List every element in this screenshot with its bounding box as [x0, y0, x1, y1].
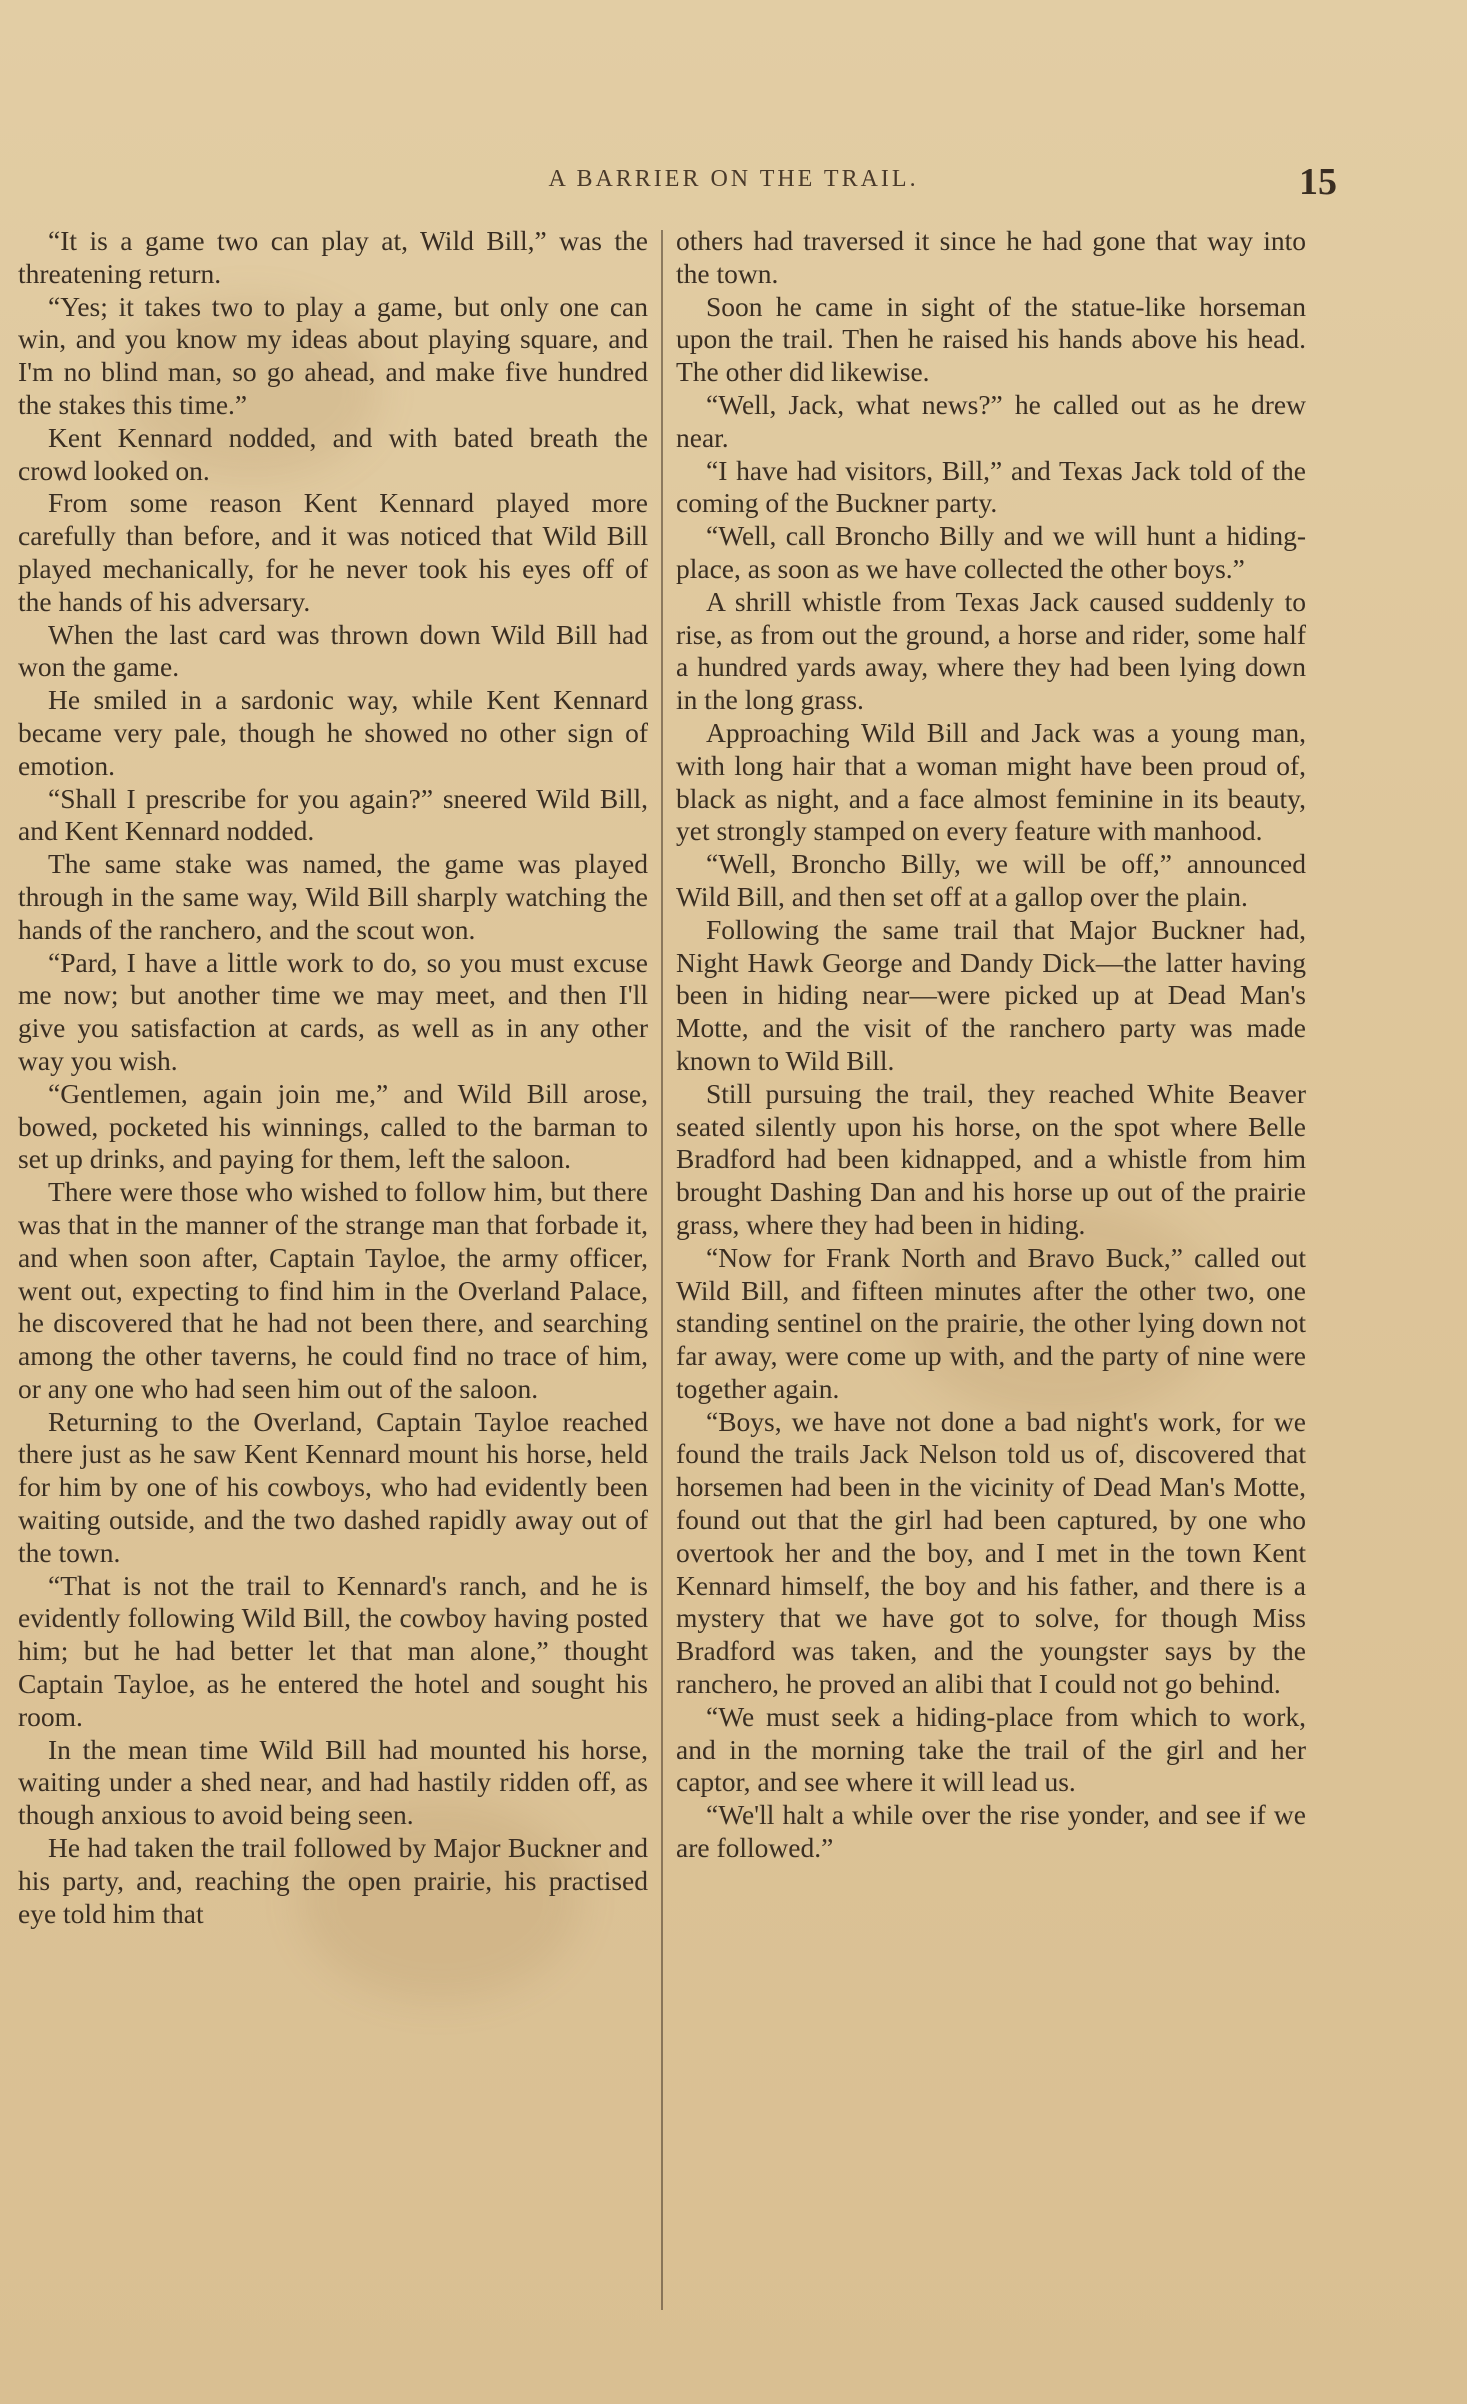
page-header — [0, 160, 1467, 204]
paragraph: Following the same trail that Major Buckner had, Night Hawk George and Dandy Dick—the latter having been in hiding near—were picked up at Dead Man's Motte, and the visit of the ranchero party was made known to Wild Bill. — [676, 913, 1306, 1076]
column-divider — [661, 230, 663, 2310]
paragraph: “That is not the trail to Kennard's ranch, and he is evidently following Wild Bill, the cowboy having posted him; but he had better let that man alone,” thought Captain Tayloe, as he entered the hotel and sought his room. — [18, 1569, 648, 1732]
paragraph: others had traversed it since he had gone that way into the town. — [676, 225, 1306, 289]
paragraph: “We'll halt a while over the rise yonder, and see if we are followed.” — [676, 1799, 1306, 1864]
paragraph: When the last card was thrown down Wild Bill had won the game. — [18, 618, 648, 683]
paragraph: “It is a game two can play at, Wild Bill,” was the threatening return. — [18, 225, 648, 289]
paragraph: He had taken the trail followed by Major Buckner and his party, and, reaching the open prairie, his practised eye told him that — [18, 1832, 648, 1929]
left-text-column — [18, 225, 648, 2315]
paragraph: “We must seek a hiding-place from which to work, and in the morning take the trail of the girl and her captor, and see where it will lead us. — [676, 1700, 1306, 1798]
paragraph: “Well, Jack, what news?” he called out as he drew near. — [676, 388, 1306, 453]
running-title: A BARRIER ON THE TRAIL. — [548, 166, 919, 192]
paragraph: He smiled in a sardonic way, while Kent Kennard became very pale, though he showed no other sign of emotion. — [18, 684, 648, 781]
paragraph: There were those who wished to follow him, but there was that in the manner of the strange man that forbade it, and when soon after, Captain Tayloe, the army officer, went out, expecting to find him in the Overland Palace, he discovered that he had not been there, and searching among the other taverns, he could find no trace of him, or any one who had seen him out of the saloon. — [18, 1176, 648, 1404]
paragraph: Soon he came in sight of the statue-like horseman upon the trail. Then he raised his hands above his head. The other did likewise. — [676, 290, 1306, 388]
paragraph: Still pursuing the trail, they reached White Beaver seated silently upon his horse, on the spot where Belle Bradford had been kidnapped, and a whistle from him brought Dashing Dan and his horse up out of the prairie grass, where they had been in hiding. — [676, 1077, 1306, 1240]
paragraph: “Well, Broncho Billy, we will be off,” announced Wild Bill, and then set off at a gallop over the plain. — [676, 848, 1306, 912]
paragraph: “Pard, I have a little work to do, so you must excuse me now; but another time we may meet, and then I'll give you satisfaction at cards, as well as in any other way you wish. — [18, 946, 648, 1076]
paragraph: Returning to the Overland, Captain Tayloe reached there just as he saw Kent Kennard mount his horse, held for him by one of his cowboys, who had evidently been waiting outside, and the two dashed rapidly away out of the town. — [18, 1405, 648, 1568]
paragraph: From some reason Kent Kennard played more carefully than before, and it was noticed that Wild Bill played mechanically, for he never took his eyes off of the hands of his adversary. — [18, 487, 648, 617]
paragraph: “Gentlemen, again join me,” and Wild Bill arose, bowed, pocketed his winnings, called to the barman to set up drinks, and paying for them, left the saloon. — [18, 1077, 648, 1175]
paragraph: “Now for Frank North and Bravo Buck,” called out Wild Bill, and fifteen minutes after the other two, one standing sentinel on the prairie, the other lying down not far away, were come up with, and the party of nine were together again. — [676, 1241, 1306, 1404]
paragraph: “Well, call Broncho Billy and we will hunt a hiding-place, as soon as we have collected the other boys.” — [676, 520, 1306, 584]
paragraph: A shrill whistle from Texas Jack caused suddenly to rise, as from out the ground, a horse and rider, some half a hundred yards away, where they had been lying down in the long grass. — [676, 585, 1306, 716]
paragraph: “I have had visitors, Bill,” and Texas Jack told of the coming of the Buckner party. — [676, 454, 1306, 519]
paragraph: “Shall I prescribe for you again?” sneered Wild Bill, and Kent Kennard nodded. — [18, 782, 648, 847]
paragraph: Kent Kennard nodded, and with bated breath the crowd looked on. — [18, 421, 648, 486]
paragraph: “Boys, we have not done a bad night's work, for we found the trails Jack Nelson told us of, discovered that horsemen had been in the vicinity of Dead Man's Motte, found out that the girl had been captured, by one who overtook her and the boy, and I met in the town Kent Kennard himself, the boy and his father, and there is a mystery that we have got to solve, for though Miss Bradford was taken, and the youngster says by the ranchero, he proved an alibi that I could not go behind. — [676, 1405, 1306, 1700]
paragraph: In the mean time Wild Bill had mounted his horse, waiting under a shed near, and had hastily ridden off, as though anxious to avoid being seen. — [18, 1733, 648, 1831]
paragraph: “Yes; it takes two to play a game, but only one can win, and you know my ideas about playing square, and I'm no blind man, so go ahead, and make five hundred the stakes this time.” — [18, 290, 648, 420]
page-number: 15 — [1299, 161, 1337, 203]
paragraph: The same stake was named, the game was played through in the same way, Wild Bill sharply watching the hands of the ranchero, and the scout won. — [18, 848, 648, 945]
paragraph: Approaching Wild Bill and Jack was a young man, with long hair that a woman might have been proud of, black as night, and a face almost feminine in its beauty, yet strongly stamped on every feature with manhood. — [676, 716, 1306, 847]
right-text-column — [676, 225, 1306, 2315]
